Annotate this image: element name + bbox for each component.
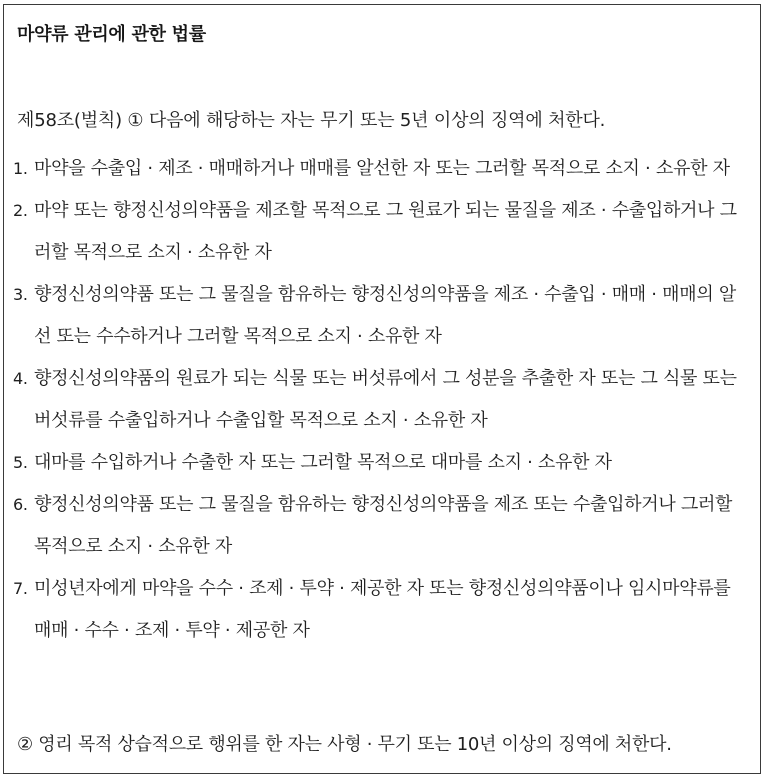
item-number: 5. (13, 453, 28, 472)
item-text: 마약을 수출입 · 제조 · 매매하거나 매매를 알선한 자 또는 그러할 목적으로 소지 · 소유한 자 (34, 158, 730, 179)
list-item (13, 442, 748, 484)
list-item (13, 148, 748, 190)
list-item (13, 190, 748, 274)
item-number: 6. (13, 495, 28, 514)
article-paragraph-2: ② 영리 목적 상습적으로 행위를 한 자는 사형 · 무기 또는 10년 이상의 징역에 처한다. (17, 734, 672, 755)
list-item (13, 274, 748, 358)
law-title: 마약류 관리에 관한 법률 (17, 24, 206, 45)
list-item (13, 568, 748, 652)
list-item (13, 358, 748, 442)
list-item (13, 484, 748, 568)
article-heading: 제58조(벌칙) ① 다음에 해당하는 자는 무기 또는 5년 이상의 징역에 처한다. (17, 110, 606, 131)
item-text: 향정신성의약품 또는 그 물질을 함유하는 향정신성의약품을 제조 또는 수출입하거나 그러할 목적으로 소지 · 소유한 자 (34, 494, 733, 557)
penalty-item-list (13, 148, 748, 652)
item-text: 대마를 수입하거나 수출한 자 또는 그러할 목적으로 대마를 소지 · 소유한 자 (34, 452, 612, 473)
item-text: 미성년자에게 마약을 수수 · 조제 · 투약 · 제공한 자 또는 향정신성의약품이나 임시마약류를 매매 · 수수 · 조제 · 투약 · 제공한 자 (34, 578, 731, 641)
item-number: 1. (13, 159, 28, 178)
item-number: 3. (13, 285, 28, 304)
item-number: 4. (13, 369, 28, 388)
item-text: 향정신성의약품의 원료가 되는 식물 또는 버섯류에서 그 성분을 추출한 자 또는 그 식물 또는 버섯류를 수출입하거나 수출입할 목적으로 소지 · 소유한 자 (34, 368, 737, 431)
item-text: 마약 또는 향정신성의약품을 제조할 목적으로 그 원료가 되는 물질을 제조 · 수출입하거나 그러할 목적으로 소지 · 소유한 자 (34, 200, 737, 263)
item-number: 7. (13, 579, 28, 598)
item-text: 향정신성의약품 또는 그 물질을 함유하는 향정신성의약품을 제조 · 수출입 · 매매 · 매매의 알선 또는 수수하거나 그러할 목적으로 소지 · 소유한 자 (34, 284, 736, 347)
item-number: 2. (13, 201, 28, 220)
